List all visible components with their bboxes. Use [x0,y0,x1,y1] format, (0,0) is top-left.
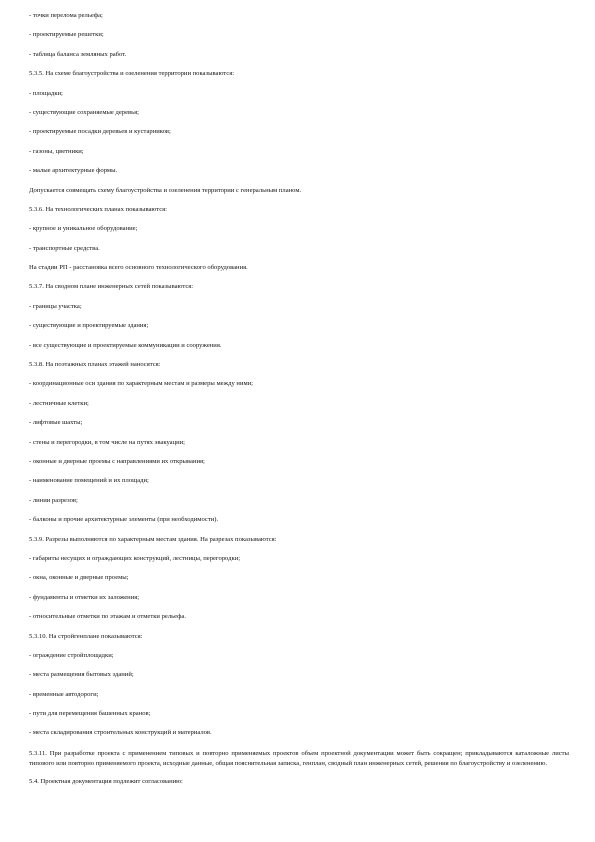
text-line: - существующие сохраняемые деревья; [29,108,139,116]
section-heading: 5.3.10. На стройгенплане показываются: [29,632,143,640]
text-line: - временные автодороги; [29,690,99,698]
text-line: - газоны, цветники; [29,147,84,155]
paragraph-5-3-11: 5.3.11. При разработке проекта с применением типовых и повторно применяемых проектов объем проектной документации может быть сокращен; прикладываются каталожные листы типового или повторно применяемого проекта, исходные данные, общая пояснительная записка, генплан, сводный план инженерных сетей, решения по благоустройству и озеленению. [29,749,569,767]
text-line: - фундаменты и отметки их заложения; [29,593,140,601]
text-line: - площадки; [29,89,63,97]
text-line: - точки перелома рельефа; [29,12,103,19]
text-line: - координационные оси здания по характерным местам и размеры между ними; [29,380,254,388]
section-heading: 5.4. Проектная документация подлежит согласованию: [29,777,183,785]
text-line: - транспортные средства. [29,244,100,252]
text-line: - лестничные клетки; [29,399,89,407]
text-line: - габариты несущих и ограждающих конструкций, лестницы, перегородки; [29,554,241,562]
text-line: Допускается совмещать схему благоустройства и озеленения территории с генеральным планом. [29,186,302,194]
text-line: - стены и перегородки, в том числе на путях эвакуации; [29,438,186,446]
text-line: - места складирования строительных конструкций и материалов. [29,729,212,737]
section-heading: 5.3.7. На сводном плане инженерных сетей показываются: [29,283,194,291]
text-line: - линии разрезов; [29,496,78,504]
text-line: - ограждение стройплощадки; [29,651,114,659]
text-line: - лифтовые шахты; [29,419,83,427]
text-line: - существующие и проектируемые здания; [29,322,149,330]
text-line: - относительные отметки по этажам и отметки рельефа. [29,613,186,621]
text-line: - малые архитектурные формы. [29,167,118,175]
text-line: - таблица баланса земляных работ. [29,50,127,58]
text-line: - окна, оконные и дверные проемы; [29,574,129,582]
text-line: - места размещения бытовых зданий; [29,671,134,679]
text-line: - крупное и уникальное оборудование; [29,225,138,233]
section-heading: 5.3.8. На поэтажных планах этажей наносятся: [29,361,161,369]
text-line: - оконные и дверные проемы с направлениями их открывания; [29,457,205,465]
text-line: - границы участка; [29,302,82,310]
text-line: - все существующие и проектируемые коммуникации и сооружения. [29,341,222,349]
section-heading: 5.3.9. Разрезы выполняются по характерным местам здания. На разрезах показываются: [29,535,277,543]
text-line: - балконы и прочие архитектурные элементы (при необходимости). [29,516,219,524]
text-line: - пути для перемещения башенных кранов; [29,710,151,718]
text-line: - наименование помещений и их площади; [29,477,149,485]
section-heading: 5.3.6. На технологических планах показываются: [29,205,167,213]
section-heading: 5.3.5. На схеме благоустройства и озеленения территории показываются: [29,70,235,78]
text-line: - проектируемые решетки; [29,31,104,39]
text-line: На стадии РП - расстановка всего основного технологического оборудования. [29,264,248,272]
text-line: - проектируемые посадки деревьев и кустарников; [29,128,171,136]
document-page [29,12,569,797]
